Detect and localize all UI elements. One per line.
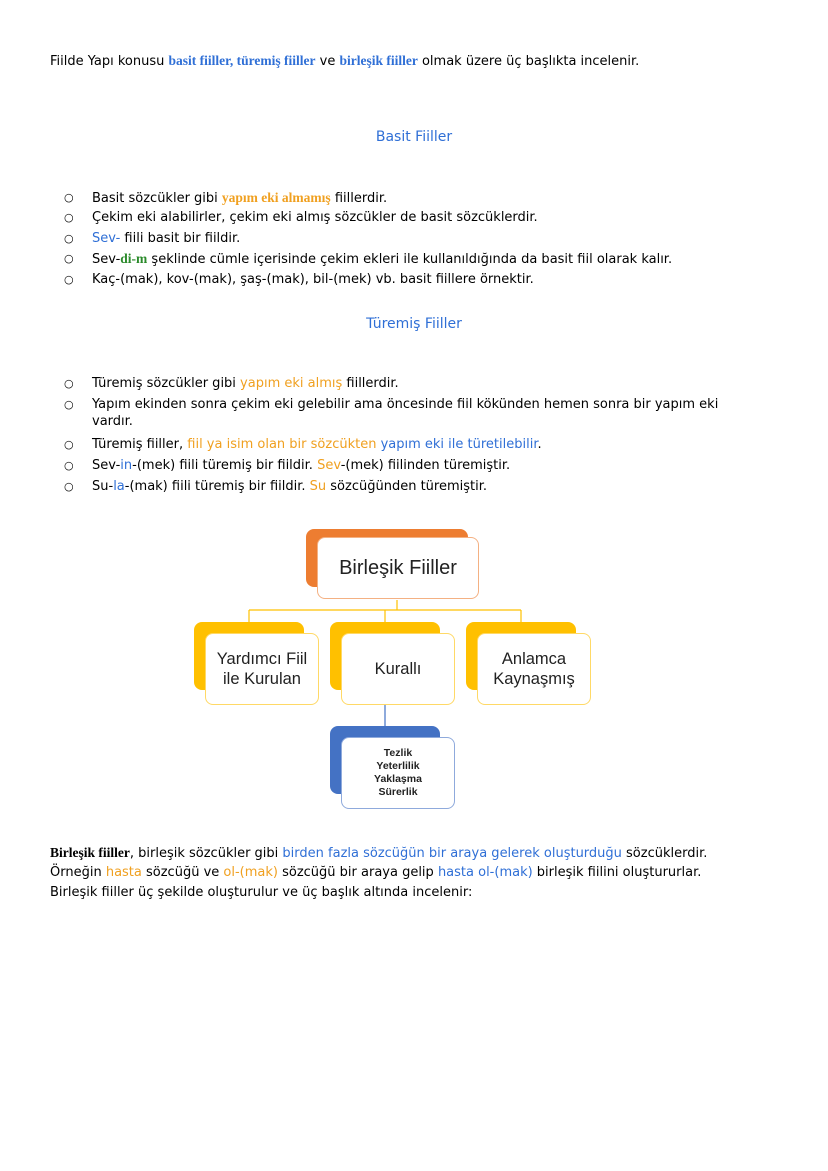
birlesik-line-3: Birleşik fiiller üç şekilde oluşturulur ve üç başlık altında incelenir:	[50, 885, 473, 900]
bullet-icon: ○	[64, 459, 74, 472]
sub-node-kuralli-types	[341, 737, 455, 809]
birlesik-line-2: Örneğin hasta sözcüğü ve ol-(mak) sözcüğü bir araya gelip hasta ol-(mak) birleşik fiilini oluştururlar.	[50, 865, 702, 880]
basit-bullet-3: Sev- fiili basit bir fiildir.	[92, 231, 241, 246]
root-node: Birleşik Fiiller	[317, 537, 479, 599]
basit-bullet-4: Sev-di-m şeklinde cümle içerisinde çekim ekleri ile kullanıldığında da basit fiil olarak kalır.	[92, 251, 673, 267]
bullet-icon: ○	[64, 480, 74, 493]
basit-bullet-5: Kaç-(mak), kov-(mak), şaş-(mak), bil-(mek) vb. basit fiillere örnektir.	[92, 272, 534, 287]
sub-item-yeterlilik: Yeterlilik	[376, 760, 420, 772]
bullet-icon: ○	[64, 438, 74, 451]
turemis-bullet-4: Sev-in-(mek) fiili türemiş bir fiildir. Sev-(mek) fiilinden türemiştir.	[92, 458, 511, 473]
heading-turemis-fiiller: Türemiş Fiiller	[366, 316, 462, 332]
turemis-bullet-2: Yapım ekinden sonra çekim eki gelebilir ama öncesinde fiil kökünden hemen sonra bir yapım eki vardır.	[92, 397, 719, 429]
child-node-yardimci: Yardımcı Fiil ile Kurulan	[205, 633, 319, 705]
basit-bullet-2: Çekim eki alabilirler, çekim eki almış sözcükler de basit sözcüklerdir.	[92, 210, 538, 225]
bullet-icon: ○	[64, 398, 74, 411]
sub-item-tezlik: Tezlik	[383, 747, 413, 759]
child-node-anlamca: Anlamca Kaynaşmış	[477, 633, 591, 705]
heading-basit-fiiller: Basit Fiiller	[375, 129, 453, 145]
sub-item-yaklasma: Yaklaşma	[374, 773, 422, 785]
turemis-bullet-3: Türemiş fiiller, fiil ya isim olan bir sözcükten yapım eki ile türetilebilir.	[92, 437, 542, 452]
basit-bullet-1: Basit sözcükler gibi yapım eki almamış fiillerdir.	[92, 190, 388, 206]
keyword-birlesik: birleşik fiiller	[339, 53, 418, 68]
child-node-kuralli: Kurallı	[341, 633, 455, 705]
sub-item-surerlik: Sürerlik	[378, 786, 418, 798]
birlesik-line-1: Birleşik fiiller, birleşik sözcükler gibi birden fazla sözcüğün bir araya gelerek oluşturduğu sözcüklerdir.	[50, 845, 708, 861]
bullet-icon: ○	[64, 377, 74, 390]
turemis-bullet-1: Türemiş sözcükler gibi yapım eki almış fiillerdir.	[92, 376, 399, 391]
keyword-basit-turemis: basit fiiller, türemiş fiiller	[168, 53, 316, 68]
intro-paragraph: Fiilde Yapı konusu basit fiiller, türemiş fiiller ve birleşik fiiller olmak üzere üç başlıkta incelenir.	[50, 53, 640, 69]
bullet-icon: ○	[64, 232, 74, 245]
bullet-icon: ○	[64, 252, 74, 265]
bullet-icon: ○	[64, 191, 74, 204]
bullet-icon: ○	[64, 273, 74, 286]
turemis-bullet-5: Su-la-(mak) fiili türemiş bir fiildir. Su sözcüğünden türemiştir.	[92, 479, 488, 494]
bullet-icon: ○	[64, 211, 74, 224]
